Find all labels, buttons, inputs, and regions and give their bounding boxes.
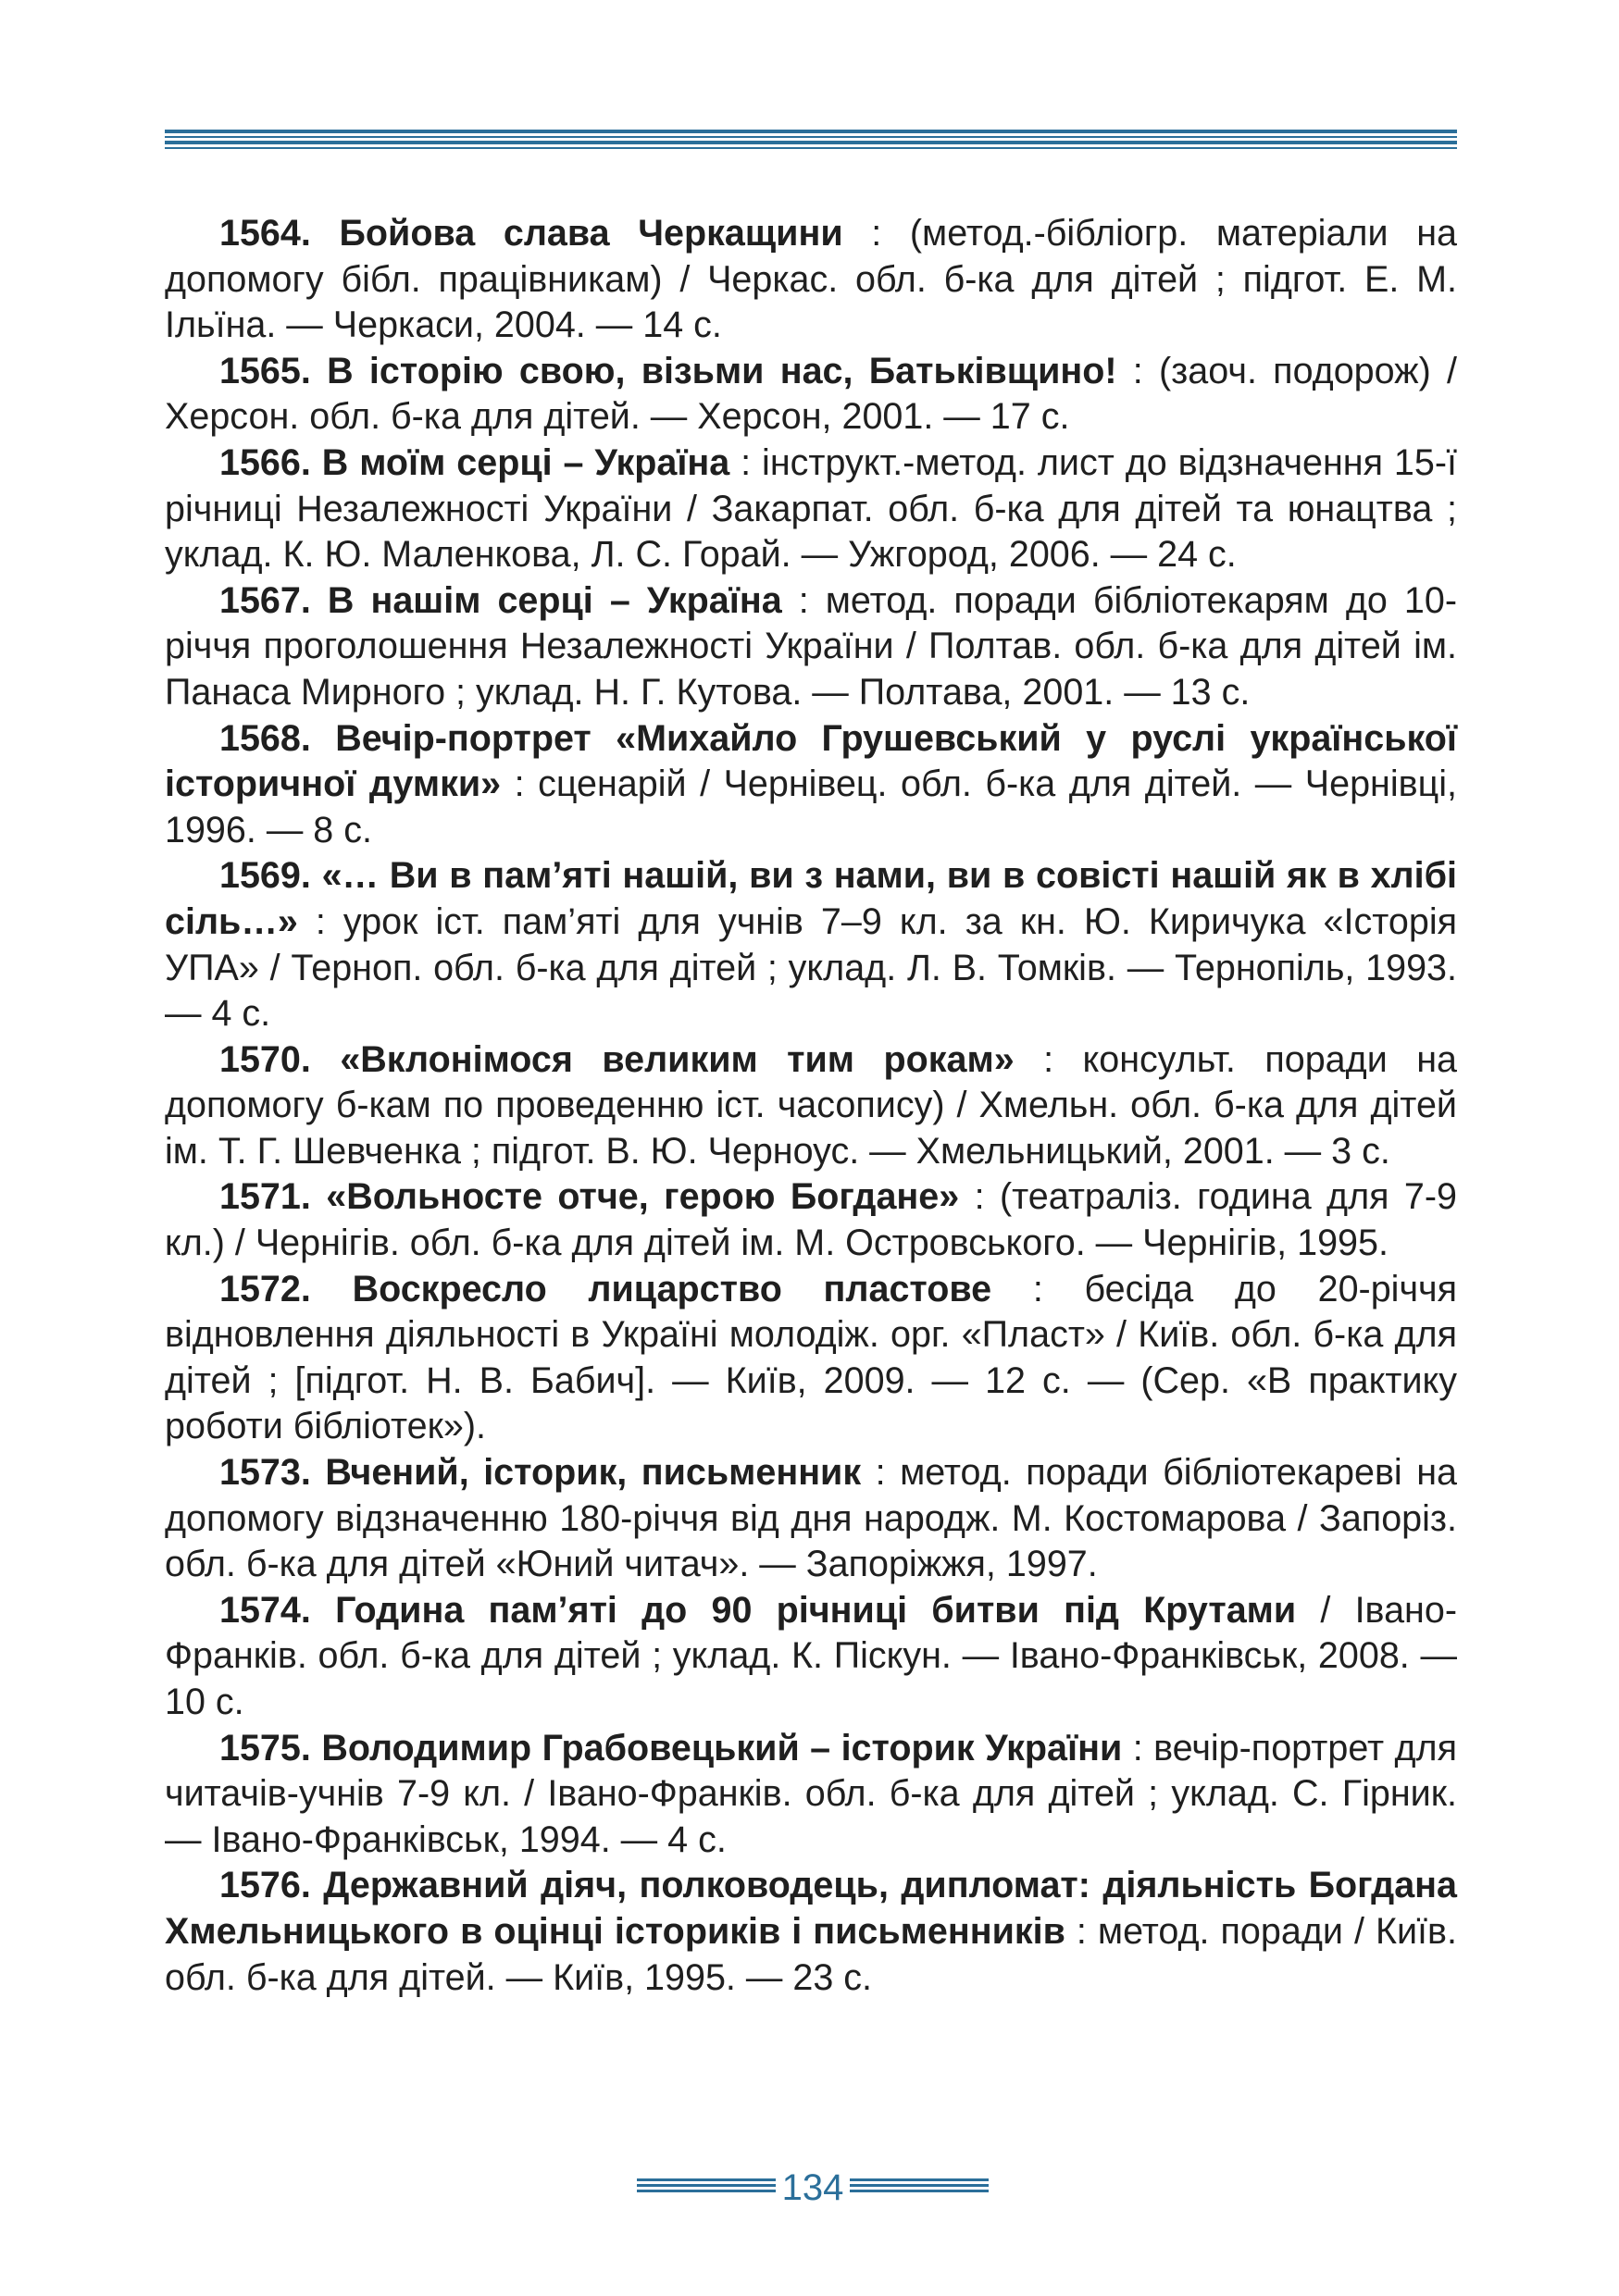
entry-1575 [165,1726,1457,1864]
entry-number: 1572. [219,1268,311,1309]
entry-details: : вечір-портрет для читачів-учнів 7-9 кл. / Івано-Франків. обл. б-ка для дітей ; уклад. С. Гірник. — Івано-Франківськ, 1994. — 4 с. [165,1727,1457,1860]
entry-title: В моїм серці – Україна [321,441,730,483]
entry-number: 1564. [219,213,311,254]
entry-details: : метод. поради бібліотекарям до 10-річчя проголошення Незалежності України / Полтав. обл. б-ка для дітей ім. Панаса Мирного ; уклад. Н. Г. Кутова. — Полтава, 2001. — 13 с. [165,579,1457,713]
entry-title: Бойова слава Черкащини [339,213,843,254]
entry-title: Державний діяч, полководець, дипломат: діяльність Богдана Хмельницького в оцінці істориків і письменників [165,1865,1457,1952]
entry-1565 [165,349,1457,441]
entry-number: 1571. [219,1176,311,1218]
entry-title: Воскресло лицарство пластове [352,1268,992,1309]
entry-number: 1565. [219,350,311,391]
entry-title: «… Ви в пам’яті нашій, ви з нами, ви в совісті нашій як в хлібі сіль…» [165,855,1457,942]
entry-1564 [165,211,1457,349]
entry-number: 1570. [219,1038,311,1080]
entry-title: Володимир Грабовецький – історик України [321,1727,1123,1769]
entry-details: : метод. поради / Київ. обл. б-ка для дітей. — Київ, 1995. — 23 с. [165,1910,1457,1998]
entry-1570 [165,1037,1457,1175]
entry-details: / Івано-Франків. обл. б-ка для дітей ; уклад. К. Піскун. — Івано-Франківськ, 2008. — 10 с. [165,1589,1457,1722]
entry-number: 1574. [219,1589,311,1631]
entry-number: 1569. [219,855,311,897]
entry-details: : (заоч. подорож) / Херсон. обл. б-ка для дітей. — Херсон, 2001. — 17 с. [165,350,1457,438]
entry-1571 [165,1174,1457,1266]
entry-1568 [165,716,1457,854]
page-footer [0,2162,1619,2217]
entry-details: : консульт. поради на допомогу б-кам по проведенню іст. часопису) / Хмельн. обл. б-ка для дітей ім. Т. Г. Шевченка ; підгот. В. Ю. Черноус. — Хмельницький, 2001. — 3 с. [165,1038,1457,1172]
entry-title: Вечір-портрет «Михайло Грушевський у руслі української історичної думки» [165,717,1457,805]
entry-details: : сценарій / Чернівец. обл. б-ка для дітей. — Чернівці, 1996. — 8 с. [165,763,1457,850]
entry-title: Година пам’яті до 90 річниці битви під Крутами [335,1589,1297,1631]
entry-details: : бесіда до 20-річчя відновлення діяльності в Україні молодіж. орг. «Пласт» / Київ. обл. б-ка для дітей ; [підгот. Н. В. Бабич]. — Київ, 2009. — 12 с. — (Сер. «В практику роботи бібліотек»). [165,1268,1457,1447]
entry-title: Вчений, історик, письменник [325,1452,862,1494]
entry-number: 1576. [219,1865,311,1906]
page-number: 134 [781,2167,844,2208]
entry-1566 [165,441,1457,578]
entry-1569 [165,853,1457,1036]
bibliography-list [165,211,1457,2001]
entry-number: 1575. [219,1727,311,1769]
entry-details: : (метод.-бібліогр. матеріали на допомогу бібл. працівникам) / Черкас. обл. б-ка для дітей ; підгот. Е. М. Ільїна. — Черкаси, 2004. — 14 с. [165,213,1457,346]
entry-1576 [165,1863,1457,2001]
entry-1573 [165,1450,1457,1588]
entry-title: «Вклонімося великим тим рокам» [340,1038,1015,1080]
entry-1574 [165,1588,1457,1726]
entry-title: В нашім серці – Україна [327,579,782,621]
entry-title: В історію свою, візьми нас, Батьківщино! [327,350,1117,391]
entry-details: : інструкт.-метод. лист до відзначення 15-ї річниці Незалежності України / Закарпат. обл. б-ка для дітей та юнацтва ; уклад. К. Ю. Маленкова, Л. С. Горай. — Ужгород, 2006. — 24 с. [165,441,1457,576]
entry-number: 1573. [219,1452,311,1494]
entry-title: «Вольносте отче, герою Богдане» [326,1176,960,1218]
entry-details: : метод. поради бібліотекареві на допомогу відзначенню 180-річчя від дня народж. М. Костомарова / Запоріз. обл. б-ка для дітей «Юний читач». — Запоріжжя, 1997. [165,1452,1457,1585]
entry-1572 [165,1267,1457,1450]
footer-rule-right [850,2178,989,2195]
entry-details: : урок іст. пам’яті для учнів 7–9 кл. за кн. Ю. Киричука «Історія УПА» / Терноп. обл. б-ка для дітей ; уклад. Л. В. Томків. — Тернопіль, 1993. — 4 с. [165,900,1457,1035]
footer-rule-left [637,2178,776,2195]
header-rule [165,130,1457,152]
entry-details: : (театраліз. година для 7-9 кл.) / Чернігів. обл. б-ка для дітей ім. М. Островського. — Чернігів, 1995. [165,1176,1457,1264]
entry-number: 1568. [219,717,311,759]
entry-number: 1567. [219,579,311,621]
entry-1567 [165,578,1457,716]
entry-number: 1566. [219,441,311,483]
